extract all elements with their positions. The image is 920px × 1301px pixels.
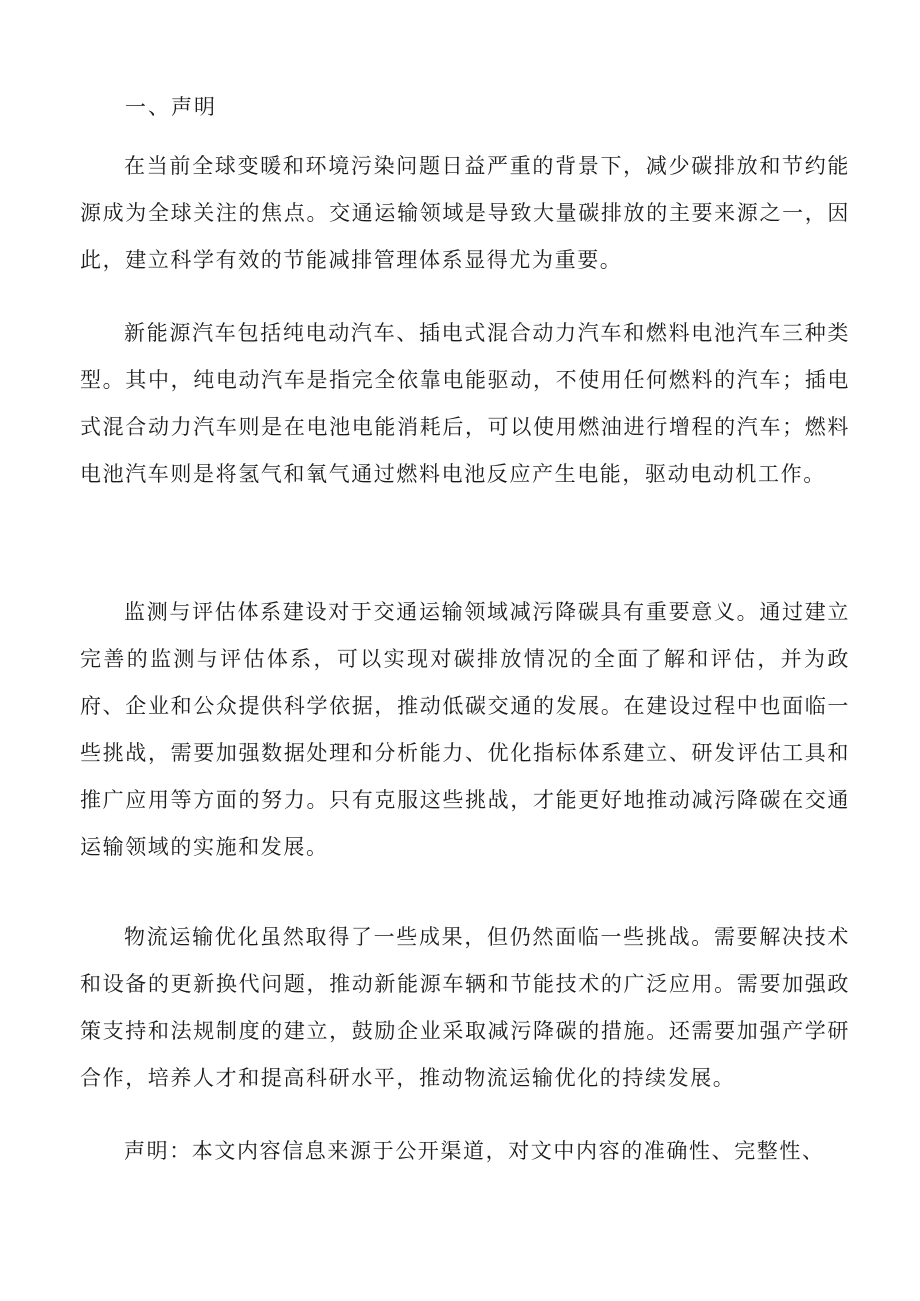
section-heading: 一、声明 [125, 95, 217, 119]
paragraph-disclaimer: 声明：本文内容信息来源于公开渠道，对文中内容的准确性、完整性、 [124, 1139, 825, 1163]
paragraph-new-energy-vehicles: 新能源汽车包括纯电动汽车、插电式混合动力汽车和燃料电池汽车三种类型。其中，纯电动汽车是指完全依靠电能驱动，不使用任何燃料的汽车；插电式混合动力汽车则是在电池电能消耗后，可以使用燃油进行增程的汽车；燃料电池汽车则是将氢气和氧气通过燃料电池反应产生电能，驱动电动机工作。 [80, 321, 850, 486]
paragraph-logistics-optimization: 物流运输优化虽然取得了一些成果，但仍然面临一些挑战。需要解决技术和设备的更新换代问题，推动新能源车辆和节能技术的广泛应用。需要加强政策支持和法规制度的建立，鼓励企业采取减污降碳的措施。还需要加强产学研合作，培养人才和提高科研水平，推动物流运输优化的持续发展。 [80, 925, 850, 1090]
paragraph-intro: 在当前全球变暖和环境污染问题日益严重的背景下，减少碳排放和节约能源成为全球关注的焦点。交通运输领域是导致大量碳排放的主要来源之一，因此，建立科学有效的节能减排管理体系显得尤为重要。 [80, 154, 850, 272]
paragraph-monitoring-evaluation: 监测与评估体系建设对于交通运输领域减污降碳具有重要意义。通过建立完善的监测与评估体系，可以实现对碳排放情况的全面了解和评估，并为政府、企业和公众提供科学依据，推动低碳交通的发展。在建设过程中也面临一些挑战，需要加强数据处理和分析能力、优化指标体系建立、研发评估工具和推广应用等方面的努力。只有克服这些挑战，才能更好地推动减污降碳在交通运输领域的实施和发展。 [80, 600, 850, 859]
